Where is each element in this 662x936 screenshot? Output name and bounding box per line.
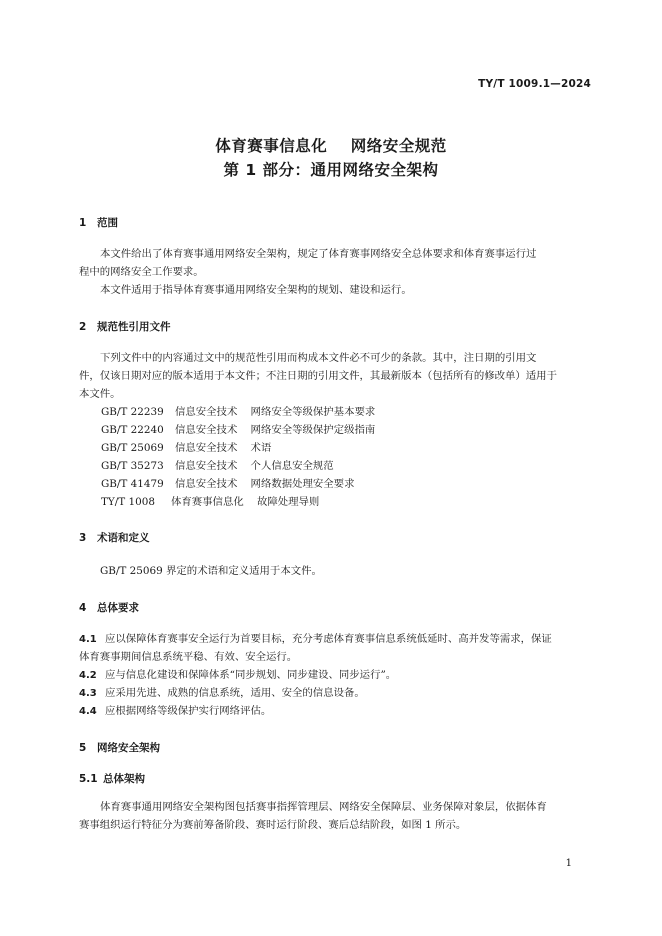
reference-code: GB/T 41479 [101,478,164,490]
clause-number: 4.1 [79,634,97,645]
subsection-title: 总体架构 [103,773,145,785]
section-number: 5 [79,742,87,754]
paragraph-line [79,246,593,263]
section-heading-5 [79,740,160,755]
clause-text: 应以保障体育赛事安全运行为首要目标，充分考虑体育赛事信息系统低延时、高并发等需求，保证 [105,633,552,645]
paragraph-line: 件，仅该日期对应的版本适用于本文件；不注日期的引用文件，其最新版本（包括所有的修改单）适用于 [79,370,557,382]
reference-title: 信息安全技术 网络安全等级保护定级指南 [175,424,376,436]
reference-item [101,404,375,421]
reference-code: GB/T 25069 [101,442,164,454]
clause-number: 4.4 [79,706,97,717]
clause-number: 4.2 [79,670,97,681]
reference-title: 信息安全技术 网络安全等级保护基本要求 [175,406,376,418]
reference-code: GB/T 22240 [101,424,164,436]
paragraph-text: 下列文件中的内容通过文中的规范性引用而构成本文件必不可少的条款。其中，注日期的引用文 [100,352,537,364]
clause-text: 应与信息化建设和保障体系“同步规划、同步建设、同步运行”。 [105,669,397,681]
section-heading-4 [79,600,139,615]
reference-item [101,476,354,493]
clause-item [79,667,593,684]
subsection-heading-5-1 [79,771,145,786]
section-heading-3 [79,530,150,545]
reference-title: 信息安全技术 网络数据处理安全要求 [175,478,355,490]
reference-code: GB/T 35273 [101,460,164,472]
paragraph-text: 本文件适用于指导体育赛事通用网络安全架构的规划、建设和运行。 [100,284,412,296]
section-number: 4 [79,602,87,614]
reference-title: 体育赛事信息化 故障处理导则 [171,496,320,508]
paragraph-text: GB/T 25069 界定的术语和定义适用于本文件。 [100,565,322,577]
clause-item [79,703,593,720]
standard-code: TY/T 1009.1—2024 [478,78,591,90]
section-title: 总体要求 [97,602,139,614]
paragraph-line [79,799,593,816]
paragraph-line: 体育赛事期间信息系统平稳、有效、安全运行。 [79,651,298,663]
clause-text: 应采用先进、成熟的信息系统，适用、安全的信息设备。 [105,687,365,699]
paragraph-line: 赛事组织运行特征分为赛前筹备阶段、赛时运行阶段、赛后总结阶段，如图 1 所示。 [79,819,467,831]
clause-item [79,685,593,702]
paragraph-text: 本文件给出了体育赛事通用网络安全架构，规定了体育赛事网络安全总体要求和体育赛事运行过 [100,248,537,260]
section-number: 1 [79,217,87,229]
page-number: 1 [565,858,572,869]
section-title: 网络安全架构 [97,742,160,754]
paragraph-line: 本文件。 [79,388,121,400]
reference-code: TY/T 1008 [101,496,155,508]
section-title: 术语和定义 [97,532,150,544]
reference-title: 信息安全技术 术语 [175,442,272,454]
reference-item [101,458,334,475]
section-heading-1 [79,215,118,230]
section-title: 规范性引用文件 [97,321,171,333]
clause-item [79,631,593,648]
subsection-number: 5.1 [79,773,98,785]
reference-item [101,422,375,439]
clause-text: 应根据网络等级保护实行网络评估。 [105,705,272,717]
paragraph-line [79,563,593,580]
reference-item [101,440,271,457]
reference-title: 信息安全技术 个人信息安全规范 [175,460,334,472]
section-number: 3 [79,532,87,544]
paragraph-line [79,350,593,367]
document-title: 体育赛事信息化 网络安全规范 [215,137,447,155]
paragraph-line [79,282,593,299]
paragraph-text: 体育赛事通用网络安全架构图包括赛事指挥管理层、网络安全保障层、业务保障对象层，依据体育 [100,801,547,813]
reference-code: GB/T 22239 [101,406,164,418]
section-title: 范围 [97,217,118,229]
document-subtitle: 第 1 部分：通用网络安全架构 [223,161,439,179]
reference-item [101,494,319,511]
section-number: 2 [79,321,87,333]
clause-number: 4.3 [79,688,97,699]
section-heading-2 [79,319,171,334]
paragraph-line: 程中的网络安全工作要求。 [79,266,204,278]
